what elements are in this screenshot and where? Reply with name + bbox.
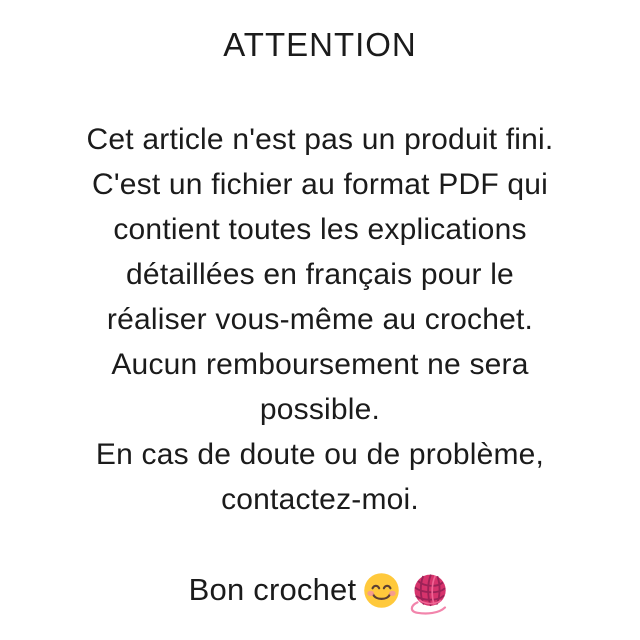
notice-line: contactez-moi.: [221, 483, 419, 516]
notice-line: contient toutes les explications: [113, 213, 527, 246]
notice-line: Cet article n'est pas un produit fini.: [86, 123, 554, 156]
smiley-face-circle: [365, 573, 400, 608]
notice-line: C'est un fichier au format PDF qui: [91, 168, 549, 201]
page-title: ATTENTION: [223, 26, 417, 63]
notice-line: Aucun remboursement ne sera: [111, 348, 529, 381]
notice-line: possible.: [259, 393, 381, 426]
notice-line: réaliser vous-même au crochet.: [106, 303, 534, 336]
notice-body: [0, 117, 640, 522]
notice-line: détaillées en français pour le: [126, 258, 514, 291]
yarn-ball-emoji-icon: [407, 571, 451, 615]
smiling-face-emoji-icon: [363, 572, 400, 609]
notice-line: En cas de doute ou de problème,: [95, 438, 545, 471]
footer-message: [0, 566, 640, 614]
footer-text: Bon crochet: [188, 572, 357, 607]
